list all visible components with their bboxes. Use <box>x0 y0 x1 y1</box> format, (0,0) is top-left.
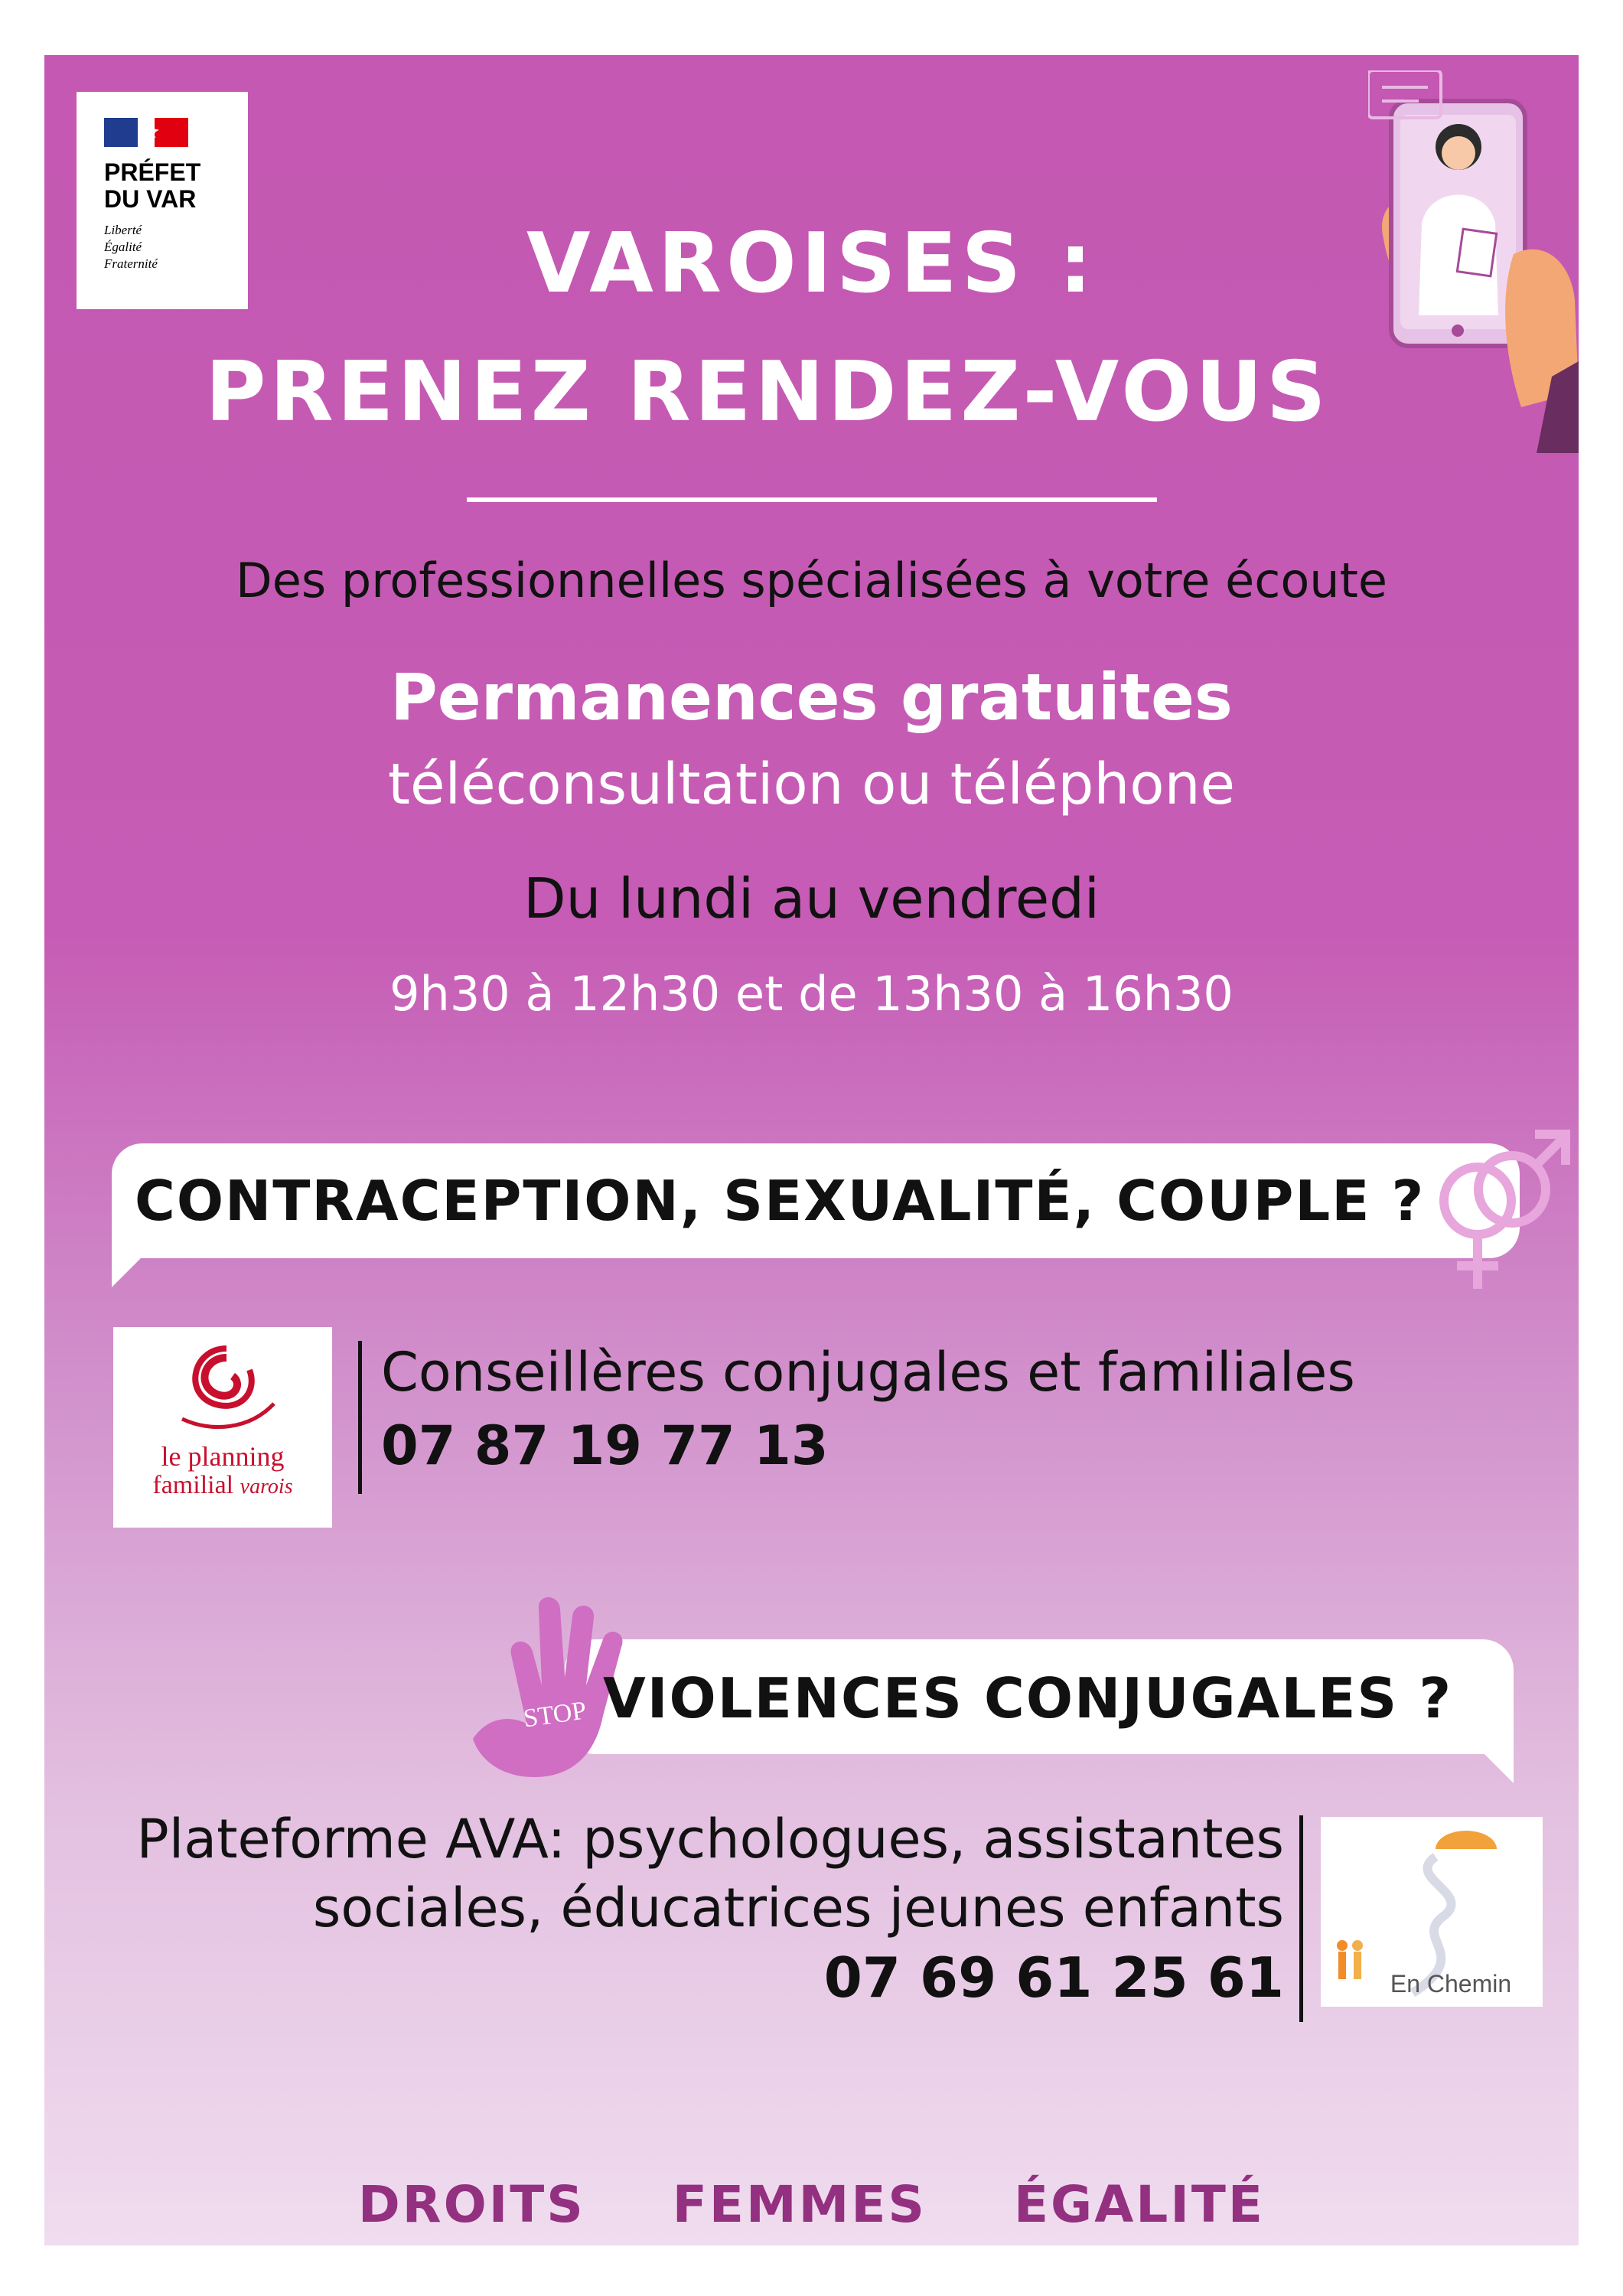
planning-familial-name-line-1: le planning <box>161 1441 285 1472</box>
separator-line <box>1299 1815 1303 2022</box>
planning-familial-name-line-2: familial varois <box>152 1471 293 1499</box>
planning-familial-logo <box>113 1327 332 1528</box>
poster <box>44 55 1579 2245</box>
french-flag-icon <box>104 118 188 147</box>
gender-symbols-icon <box>1428 1105 1573 1304</box>
footer-word: ÉGALITÉ <box>1013 2175 1265 2234</box>
planning-familial-description: Conseillères conjugales et familiales <box>381 1341 1355 1404</box>
title-line-2: PRENEZ RENDEZ-VOUS <box>205 344 1330 440</box>
title-line-1: VAROISES : <box>526 216 1097 311</box>
contraception-question: CONTRACEPTION, SEXUALITÉ, COUPLE ? <box>135 1169 1426 1233</box>
permanences-days: Du lundi au vendredi <box>523 866 1100 931</box>
ava-description-line-2: sociales, éducatrices jeunes enfants <box>312 1877 1284 1939</box>
subtitle: Des professionnelles spécialisées à votre écoute <box>235 553 1388 608</box>
title-divider <box>467 497 1157 502</box>
violences-question: VIOLENCES CONJUGALES ? <box>603 1666 1453 1730</box>
planning-familial-swirl-icon <box>173 1344 280 1436</box>
permanences-mode: téléconsultation ou téléphone <box>387 752 1236 817</box>
permanences-title: Permanences gratuites <box>390 660 1233 735</box>
bubble-tail <box>112 1249 150 1287</box>
footer-word: DROITS <box>357 2175 585 2234</box>
bubble-tail <box>1475 1745 1514 1783</box>
separator-line <box>358 1341 362 1494</box>
ava-description-line-1: Plateforme AVA: psychologues, assistantes <box>136 1808 1284 1870</box>
en-chemin-label: En Chemin <box>1390 1970 1512 1998</box>
footer-slogan <box>44 2175 1579 2234</box>
permanences-hours: 9h30 à 12h30 et de 13h30 à 16h30 <box>389 966 1234 1022</box>
ava-phone: 07 69 61 25 61 <box>823 1945 1284 2010</box>
footer-word: FEMMES <box>672 2175 927 2234</box>
en-chemin-logo <box>1321 1817 1543 2007</box>
marianne-icon <box>133 122 170 142</box>
stop-label: STOP <box>521 1696 588 1733</box>
republic-motto: Liberté Égalité Fraternité <box>104 223 158 271</box>
prefet-name: PRÉFET DU VAR <box>104 158 201 213</box>
planning-familial-phone: 07 87 19 77 13 <box>381 1414 829 1477</box>
